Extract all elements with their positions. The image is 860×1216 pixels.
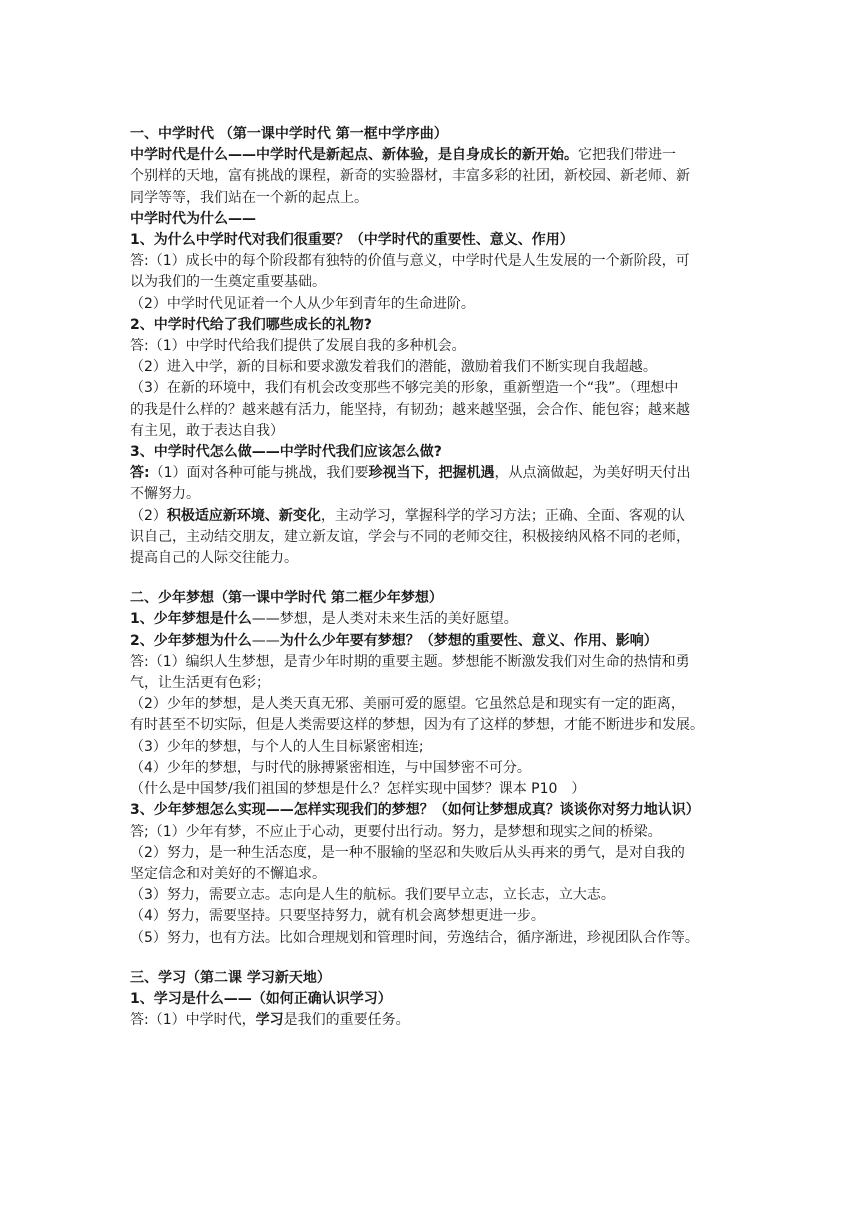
- body-text: 识自己，主动结交朋友，建立新友谊，学会与不同的老师交往，积极接纳风格不同的老师，: [130, 528, 690, 545]
- text-line: [130, 294, 736, 315]
- section-spacer: [130, 569, 736, 588]
- body-text: （3）努力，需要立志。志向是人生的航标。我们要早立志，立长志，立大志。: [130, 887, 615, 904]
- text-line: [130, 548, 736, 569]
- text-line: [130, 779, 736, 800]
- text-line: [130, 506, 736, 527]
- bold-text: 1、学习是什么——（如何正确认识学习）: [130, 990, 392, 1007]
- body-text: 答;（1）少年有梦，不应止于心动，更要付出行动。努力，是梦想和现实之间的桥梁。: [130, 823, 662, 840]
- body-text: （2）少年的梦想，是人类天真无邪、美丽可爱的愿望。它虽然总是和现实有一定的距离，: [130, 696, 685, 713]
- bold-text: 3、少年梦想怎么实现——怎样实现我们的梦想？（如何让梦想成真？谈谈你对努力地认识）: [130, 802, 700, 819]
- text-line: [130, 188, 736, 209]
- body-text: 答:（1）编织人生梦想，是青少年时期的重要主题。梦想能不断激发我们对生命的热情和勇: [130, 653, 690, 670]
- bold-text: 中学时代是什么——中学时代是新起点、新体验，是自身成长的新开始。: [130, 147, 578, 164]
- text-line: [130, 484, 736, 505]
- text-line: [130, 315, 736, 336]
- bold-text: 为什么少年要有梦想？（梦想的重要性、意义、作用、影响）: [279, 632, 658, 649]
- text-line: [130, 694, 736, 715]
- body-text: （4）少年的梦想，与时代的脉搏紧密相连，与中国梦密不可分。: [130, 759, 531, 776]
- body-text: 气，让生活更有色彩；: [130, 675, 270, 692]
- body-text: 它把我们带进一: [578, 147, 676, 164]
- body-text: 答:（1）中学时代给我们提供了发展自我的多种机会。: [130, 338, 466, 355]
- body-text: （3）少年的梦想，与个人的人生目标紧密相连;: [130, 738, 424, 755]
- text-line: [130, 652, 736, 673]
- text-line: [130, 822, 736, 843]
- body-text: 提高自己的人际交往能力。: [130, 550, 298, 567]
- bold-text: 2、少年梦想为什么: [130, 632, 252, 649]
- body-text: 答:（1）成长中的每个阶段都有独特的价值与意义，中学时代是人生发展的一个新阶段，可: [130, 253, 690, 270]
- text-line: [130, 673, 736, 694]
- text-line: [130, 843, 736, 864]
- body-text: （5）努力，也有方法。比如合理规划和管理时间，劳逸结合，循序渐进，珍视团队合作等。: [130, 929, 699, 946]
- bold-text: 3、中学时代怎么做——中学时代我们应该怎么做?: [130, 444, 442, 461]
- bold-text: 珍视当下，把握机遇: [368, 465, 495, 482]
- body-text: （1）面对各种可能与挑战，我们要: [149, 465, 369, 482]
- body-text: ，主动学习，掌握科学的学习方法；正确、全面、客观的认: [320, 507, 685, 524]
- bold-text: 1、少年梦想是什么: [130, 611, 252, 628]
- body-text: 以为我们的一生奠定重要基础。: [130, 274, 326, 291]
- body-text: （2）进入中学，新的目标和要求激发着我们的潜能，激励着我们不断实现自我超越。: [130, 359, 657, 376]
- text-line: [130, 230, 736, 251]
- section-heading: 三、学习（第二课 学习新天地）: [130, 969, 331, 986]
- text-line: [130, 527, 736, 548]
- text-line: [130, 442, 736, 463]
- text-line: [130, 989, 736, 1010]
- body-text: 有主见，敢于表达自我）: [130, 422, 284, 439]
- bold-text: 中学时代为什么——: [130, 210, 256, 227]
- text-line: [130, 885, 736, 906]
- text-line: [130, 800, 736, 821]
- body-text: （3）在新的环境中，我们有机会改变那些不够完美的形象，重新塑造一个“我”。（理想中: [130, 380, 679, 397]
- text-line: [130, 378, 736, 399]
- body-text: （2）努力，是一种生活态度，是一种不服输的坚忍和失败后从头再来的勇气，是对自我的: [130, 844, 685, 861]
- body-text: 坚定信念和对美好的不懈追求。: [130, 865, 326, 882]
- text-line: [130, 631, 736, 652]
- text-line: [130, 357, 736, 378]
- text-line: [130, 906, 736, 927]
- body-text: ——梦想，是人类对未来生活的美好愿望。: [251, 611, 518, 628]
- body-text: 个别样的天地，富有挑战的课程，新奇的实验器材，丰富多彩的社团，新校园、新老师、新: [130, 168, 690, 185]
- body-text: （2）中学时代见证着一个人从少年到青年的生命进阶。: [130, 295, 475, 312]
- text-line: [130, 758, 736, 779]
- text-line: [130, 737, 736, 758]
- bold-text: 答:: [130, 465, 150, 482]
- text-line: [130, 463, 736, 484]
- text-line: [130, 928, 736, 949]
- text-line: [130, 251, 736, 272]
- text-line: [130, 145, 736, 166]
- body-text: 是我们的重要任务。: [283, 1012, 410, 1029]
- bold-text: 积极适应新环境、新变化: [166, 507, 321, 524]
- section-spacer: [130, 949, 736, 968]
- text-line: [130, 336, 736, 357]
- body-text: （什么是中国梦/我们祖国的梦想是什么？怎样实现中国梦？课本 P10 ）: [130, 781, 586, 798]
- section-heading: 二、少年梦想（第一课中学时代 第二框少年梦想）: [130, 590, 443, 607]
- bold-text: 2、中学时代给了我们哪些成长的礼物?: [130, 316, 372, 333]
- section-heading: 一、中学时代 （第一课中学时代 第一框中学序曲）: [130, 126, 448, 142]
- text-line: [130, 715, 736, 736]
- text-line: [130, 421, 736, 442]
- text-line: [130, 272, 736, 293]
- body-text: 有时甚至不切实际，但是人类需要这样的梦想，因为有了这样的梦想，才能不断进步和发展。: [130, 717, 704, 734]
- body-text: ，从点滴做起，为美好明天付出: [494, 465, 691, 482]
- bold-text: 1、为什么中学时代对我们很重要？（中学时代的重要性、意义、作用）: [130, 232, 574, 249]
- body-text: 不懈努力。: [130, 486, 200, 503]
- text-line: [130, 166, 736, 187]
- document-page: [130, 124, 736, 1031]
- text-line: [130, 1010, 736, 1031]
- body-text: 答:（1）中学时代，: [130, 1012, 256, 1029]
- text-line: [130, 400, 736, 421]
- text-line: [130, 864, 736, 885]
- body-text: （4）努力，需要坚持。只要坚持努力，就有机会离梦想更进一步。: [130, 908, 545, 925]
- body-text: 的我是什么样的？越来越有活力，能坚持，有韧劲；越来越坚强，会合作、能包容；越来越: [130, 401, 690, 418]
- text-line: [130, 209, 736, 230]
- bold-text: 学习: [255, 1012, 284, 1029]
- text-line: [130, 609, 736, 630]
- body-text: 同学等等，我们站在一个新的起点上。: [130, 189, 368, 206]
- body-text: （2）: [130, 507, 167, 524]
- body-text: ——: [251, 632, 280, 649]
